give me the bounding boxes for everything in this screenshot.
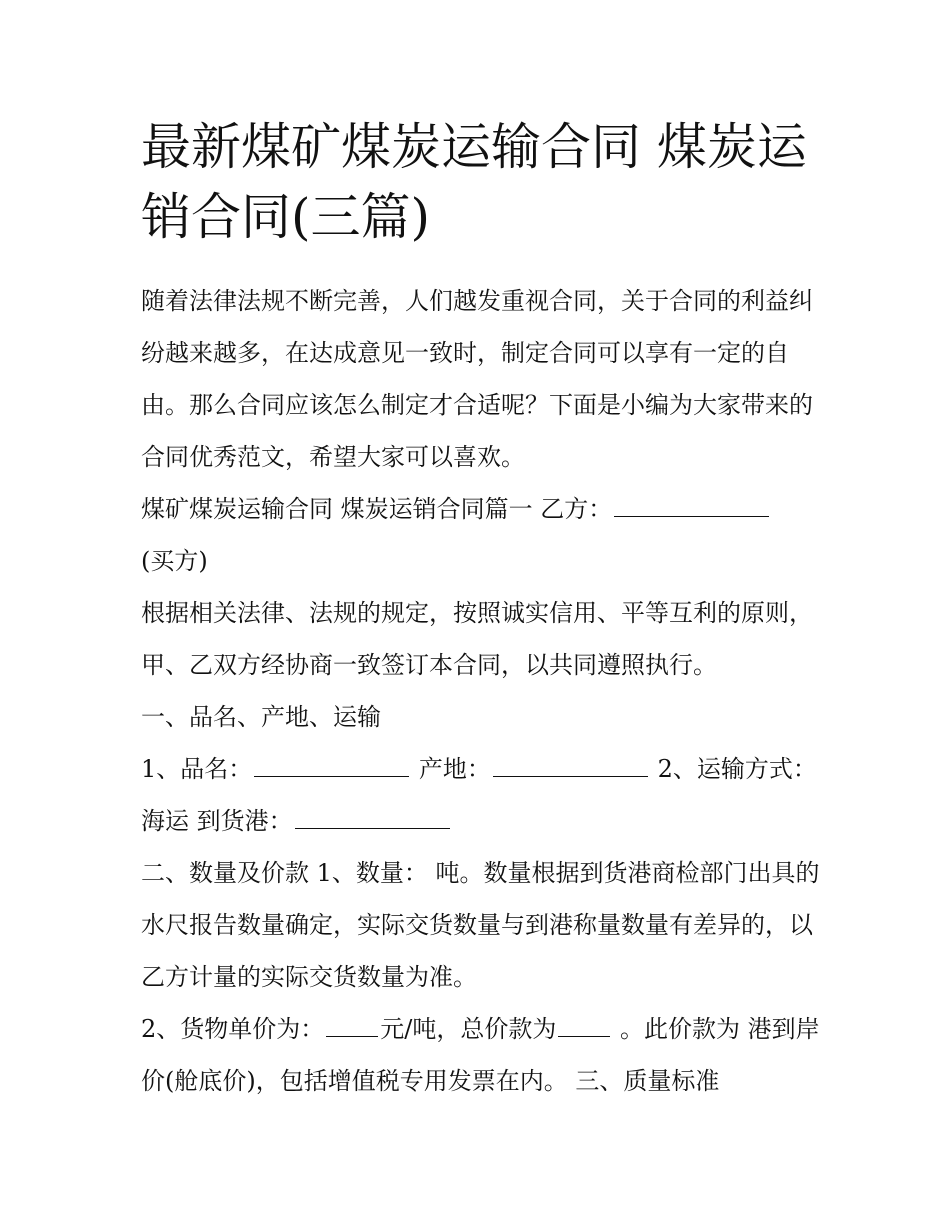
buyer-label: (买方) xyxy=(141,547,208,575)
product-name-blank xyxy=(254,752,409,777)
clause-one-items xyxy=(141,743,831,847)
product-name-label: 1、品名： xyxy=(141,755,253,783)
total-price-blank xyxy=(558,1012,610,1037)
unit-price-unit: 元/吨，总价款为 xyxy=(380,1015,557,1043)
origin-blank xyxy=(493,752,648,777)
document-title: 最新煤矿煤炭运输合同 煤炭运销合同(三篇) xyxy=(141,118,807,246)
basis-paragraph: 根据相关法律、法规的规定，按照诚实信用、平等互利的原则，甲、乙双方经协商一致签订本合同，以共同遵照执行。 xyxy=(141,599,813,679)
transport-value: 海运 到货港： xyxy=(141,807,293,835)
transport-label: 2、运输方式： xyxy=(657,755,817,783)
origin-label: 产地： xyxy=(418,755,491,783)
section-one-heading xyxy=(141,483,831,535)
clause-two-paragraph: 二、数量及价款 1、数量： 吨。数量根据到货港商检部门出具的水尺报告数量确定，实际交货数量与到港称量数量有差异的，以乙方计量的实际交货数量为准。 xyxy=(141,859,820,991)
intro-paragraph: 随着法律法规不断完善，人们越发重视合同，关于合同的利益纠纷越来越多，在达成意见一致时，制定合同可以享有一定的自由。那么合同应该怎么制定才合适呢？下面是小编为大家带来的合同优秀范文，希望大家可以喜欢。 xyxy=(141,287,813,471)
unit-price-blank xyxy=(326,1012,378,1037)
party-b-blank xyxy=(614,492,769,517)
unit-price-label: 2、货物单价为： xyxy=(141,1015,325,1043)
clause-one-heading: 一、品名、产地、运输 xyxy=(141,703,381,731)
price-terms-text: 。此价款为 港到岸价(舱底价)，包括增值税专用发票在内。 三、质量标准 xyxy=(141,1015,820,1095)
price-paragraph xyxy=(141,1003,831,1107)
destination-port-blank xyxy=(295,804,450,829)
document-body xyxy=(141,275,831,1107)
section-one-heading-text: 煤矿煤炭运输合同 煤炭运销合同篇一 乙方： xyxy=(141,495,613,523)
